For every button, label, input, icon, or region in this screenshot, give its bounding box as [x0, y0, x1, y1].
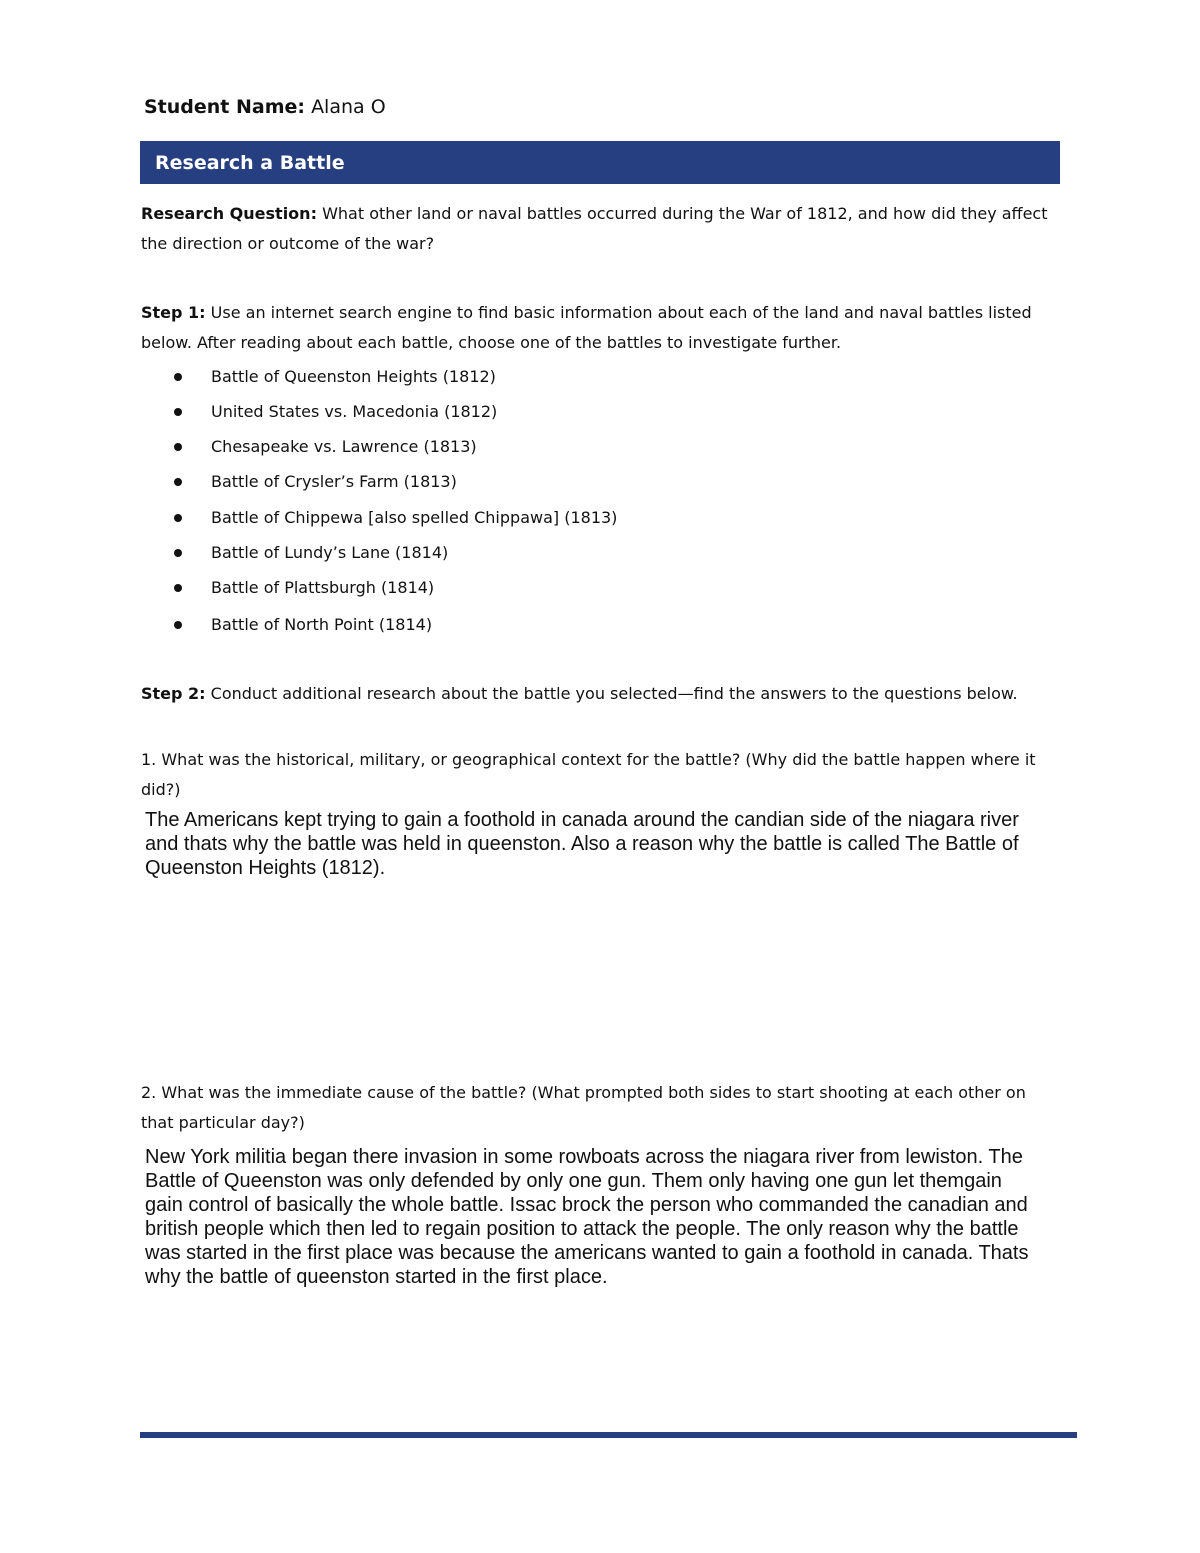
student-name-value: Alana O	[311, 96, 386, 118]
question-2: 2. What was the immediate cause of the battle? (What prompted both sides to start shooting at each other on that particular day?)	[141, 1083, 1026, 1132]
battle-label: United States vs. Macedonia (1812)	[211, 402, 498, 421]
battle-label: Chesapeake vs. Lawrence (1813)	[211, 437, 477, 456]
answer-1-field[interactable]: The Americans kept trying to gain a foothold in canada around the candian side of the niagara river and thats why the battle was held in queenston. Also a reason why the battle is called The Battle of Queenston Heights (1812).	[145, 809, 1019, 879]
research-question	[141, 199, 1061, 258]
bullet-icon	[174, 584, 182, 592]
footer-divider	[140, 1432, 1077, 1438]
bullet-icon	[174, 478, 182, 486]
research-question-text: What other land or naval battles occurred during the War of 1812, and how did they affect the direction or outcome of the war?	[141, 204, 1048, 253]
student-name-line	[144, 94, 386, 120]
bullet-icon	[174, 373, 182, 381]
bullet-icon	[174, 408, 182, 416]
bullet-icon	[174, 621, 182, 629]
step-2-label: Step 2:	[141, 684, 206, 703]
step-2	[141, 679, 1061, 709]
student-name-label: Student Name:	[144, 96, 306, 118]
battle-label: Battle of Queenston Heights (1812)	[211, 367, 496, 386]
step-1	[141, 298, 1061, 357]
title-banner	[140, 141, 1060, 184]
bullet-icon	[174, 514, 182, 522]
research-question-label: Research Question:	[141, 204, 317, 223]
step-2-text: Conduct additional research about the battle you selected—find the answers to the questions below.	[210, 684, 1018, 703]
battle-label: Battle of Chippewa [also spelled Chippawa] (1813)	[211, 508, 618, 527]
battle-label: Battle of Crysler’s Farm (1813)	[211, 472, 457, 491]
battle-label: Battle of North Point (1814)	[211, 615, 433, 634]
step-1-label: Step 1:	[141, 303, 206, 322]
battle-label: Battle of Lundy’s Lane (1814)	[211, 543, 449, 562]
bullet-icon	[174, 443, 182, 451]
bullet-icon	[174, 549, 182, 557]
question-1: 1. What was the historical, military, or geographical context for the battle? (Why did the battle happen where it did?)	[141, 750, 1036, 799]
answer-2-field[interactable]: New York militia began there invasion in some rowboats across the niagara river from lewiston. The Battle of Queenston was only defended by only one gun. Them only having one gun let themgain gain control of basically the whole battle. Issac brock the person who commanded the canadian and british people which then led to regain position to attack the people. The only reason why the battle was started in the first place was because the americans wanted to gain a foothold in canada. Thats why the battle of queenston started in the first place.	[145, 1146, 1029, 1288]
step-1-text: Use an internet search engine to find basic information about each of the land and naval battles listed below. After reading about each battle, choose one of the battles to investigate further.	[141, 303, 1032, 352]
banner-title: Research a Battle	[155, 152, 345, 174]
battle-label: Battle of Plattsburgh (1814)	[211, 578, 435, 597]
